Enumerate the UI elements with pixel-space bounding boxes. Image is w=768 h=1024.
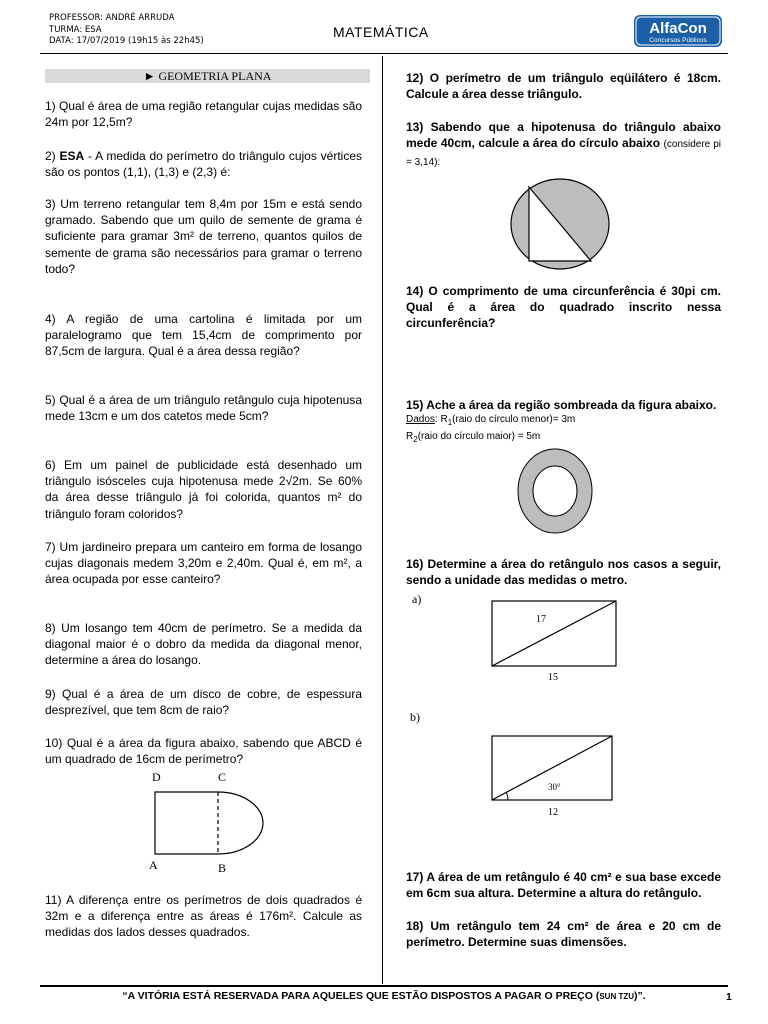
q16b-label: b) xyxy=(410,710,420,724)
q15-figure xyxy=(515,446,595,536)
question-5: 5) Qual é a área de um triângulo retângulo cuja hipotenusa mede 13cm e um dos catetos mede 5cm? xyxy=(45,393,362,424)
q15-data xyxy=(406,413,721,447)
question-18: 18) Um retângulo tem 24 cm² de área e 20 cm de perímetro. Determine suas dimensões. xyxy=(406,919,721,950)
q16b-figure xyxy=(490,734,616,804)
page-number: 1 xyxy=(726,991,732,1003)
q13-note: (considere pi = 3,14): xyxy=(406,139,721,169)
q16b-angle-arc xyxy=(506,792,508,800)
q10-label-c: C xyxy=(218,770,227,784)
q16b-base-label: 12 xyxy=(548,807,558,818)
q15-r1-a: : R xyxy=(434,414,448,425)
question-9: 9) Qual é a área de um disco de cobre, de espessura desprezível, que tem 8cm de raio? xyxy=(45,687,362,718)
q10-shape xyxy=(155,792,263,854)
q2-number: 2) xyxy=(45,149,56,163)
question-3: 3) Um terreno retangular tem 8,4m por 15m e está sendo gramado. Sabendo que um quilo de semente de grama é suficiente para gramar 3m² de terreno, quantos quilos de semente de grama são necessários para gramar o terreno todo? xyxy=(45,197,362,276)
q15-r1-sub: 1 xyxy=(447,418,453,427)
q10-label-a: A xyxy=(149,858,158,872)
question-4: 4) A região de uma cartolina é limitada por um paralelogramo que tem 15,4cm de comprimento por 87,5cm de largura. Qual é a área dessa região? xyxy=(45,312,362,359)
page-title: MATEMÁTICA xyxy=(333,24,429,40)
q16a-diagonal xyxy=(492,601,616,666)
q16a-figure xyxy=(490,600,620,670)
q15-r2-b: (raio do círculo maior) = 5m xyxy=(417,431,541,442)
logo-main-text: AlfaCon xyxy=(649,20,707,37)
q16a-label: a) xyxy=(412,592,422,606)
q10-label-b: B xyxy=(218,861,227,875)
q2-text: - A medida do perímetro do triângulo cujos vértices são os pontos (1,1), (1,3) e (2,3) é: xyxy=(45,149,363,180)
q15-r2-a: R xyxy=(406,431,414,442)
q15-r1-b: (raio do círculo menor)= 3m xyxy=(452,414,576,425)
q10-figure xyxy=(140,770,280,880)
professor-line: PROFESSOR: ANDRÉ ARRUDA xyxy=(49,13,175,23)
q16a-diagonal-label: 17 xyxy=(536,614,546,625)
q10-label-d: D xyxy=(152,770,161,784)
question-14: 14) O comprimento de uma circunferência é 30pi cm. Qual é a área do quadrado inscrito nessa circunferência? xyxy=(406,284,721,331)
q13-main: 13) Sabendo que a hipotenusa do triângulo abaixo mede 40cm, calcule a área do círculo abaixo xyxy=(406,120,721,151)
header-rule xyxy=(40,53,728,54)
question-15: 15) Ache a área da região sombreada da figura abaixo. xyxy=(406,398,717,412)
logo-sub-text: Concursos Públicos xyxy=(649,37,707,44)
q15-dados-label: Dados xyxy=(406,414,435,425)
quote-part-a: “A VITÓRIA ESTÁ RESERVADA PARA AQUELES QUE ESTÃO DISPOSTOS A PAGAR O PREÇO ( xyxy=(122,990,600,1002)
column-divider xyxy=(382,56,383,984)
question-6: 6) Em um painel de publicidade está desenhado um triângulo isósceles cuja hipotenusa mede 2√2m. Se 60% da área desse triângulo já foi colorida, quantos m² do triângulo foram coloridos? xyxy=(45,458,362,521)
question-12: 12) O perímetro de um triângulo eqüilátero é 18cm. Calcule a área desse triângulo. xyxy=(406,71,721,102)
question-11: 11) A diferença entre os perímetros de dois quadrados é 32m e a diferença entre as áreas é 176m². Calcule as medidas dos lados desses quadrados. xyxy=(45,893,362,940)
q2-tag: ESA xyxy=(59,149,85,163)
date-line: DATA: 17/07/2019 (19h15 às 22h45) xyxy=(49,36,204,46)
turma-line: TURMA: ESA xyxy=(49,24,102,35)
q15-r2-sub: 2 xyxy=(413,435,418,444)
q16b-angle-label: 30° xyxy=(548,782,561,792)
alfacon-logo xyxy=(633,14,723,48)
footer-rule xyxy=(40,985,728,987)
question-17: 17) A área de um retângulo é 40 cm² e sua base excede em 6cm sua altura. Determine a altura do retângulo. xyxy=(406,870,721,901)
question-1: 1) Qual é área de uma região retangular cujas medidas são 24m por 12,5m? xyxy=(45,99,362,130)
quote-part-b: )”. xyxy=(634,990,646,1002)
question-10: 10) Qual é a área da figura abaixo, sabendo que ABCD é um quadrado de 16cm de perímetro? xyxy=(45,736,362,767)
quote-author: SUN TZU xyxy=(599,992,635,1001)
q16a-base-label: 15 xyxy=(548,672,558,683)
section-title: ► GEOMETRIA PLANA xyxy=(45,69,370,83)
question-16: 16) Determine a área do retângulo nos casos a seguir, sendo a unidade das medidas o metro. xyxy=(406,557,721,588)
header-info xyxy=(49,13,204,48)
q15-inner-circle xyxy=(533,466,577,516)
question-8: 8) Um losango tem 40cm de perímetro. Se a medida da diagonal maior é o dobro da medida da diagonal menor, determine a área do losango. xyxy=(45,621,362,668)
q13-figure xyxy=(508,174,612,274)
question-2 xyxy=(45,148,362,180)
question-13 xyxy=(406,119,721,172)
footer-quote xyxy=(40,990,728,1002)
question-7: 7) Um jardineiro prepara um canteiro em forma de losango cujas diagonais medem 3,20m e 2,40m. Qual é, em m², a área ocupada por esse canteiro? xyxy=(45,540,362,587)
